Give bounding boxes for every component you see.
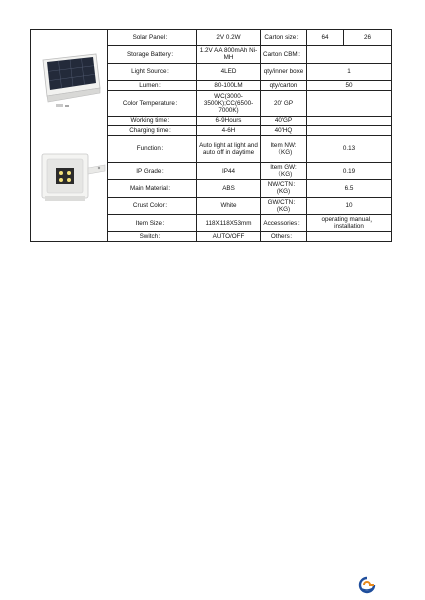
- gp40-value: [307, 116, 392, 126]
- storage-battery-label: Storage Battery：: [108, 46, 197, 63]
- charging-time-label: Charging time：: [108, 126, 197, 136]
- hq40-value: [307, 126, 392, 136]
- product-photos: [31, 30, 108, 241]
- carton-size-value-a: 64: [307, 30, 344, 46]
- gp40-label: 40'GP: [261, 116, 307, 126]
- carton-cbm-label: Carton CBM：: [261, 46, 307, 63]
- main-material-label: Main Material：: [108, 180, 197, 197]
- gp20-label: 20' GP: [261, 90, 307, 116]
- product-photos-cell: [31, 30, 108, 242]
- others-value: [307, 232, 392, 242]
- main-material-value: ABS: [197, 180, 261, 197]
- item-nw-label: Item NW:（KG): [261, 135, 307, 162]
- row-solar-panel: [31, 30, 392, 46]
- nw-ctn-value: 6.5: [307, 180, 392, 197]
- item-size-label: Item Size：: [108, 214, 197, 231]
- ip-grade-label: IP Grade：: [108, 163, 197, 180]
- charging-time-value: 4-6H: [197, 126, 261, 136]
- gw-ctn-label: GW/CTN：(KG): [261, 197, 307, 214]
- lamp-underside-image: [35, 148, 107, 210]
- others-label: Others：: [261, 232, 307, 242]
- qty-inner-box-value: 1: [307, 63, 392, 80]
- carton-size-value-b: 26: [344, 30, 392, 46]
- carton-size-label: Carton size：: [261, 30, 307, 46]
- qty-carton-label: qty/carton: [261, 80, 307, 90]
- crust-color-value: White: [197, 197, 261, 214]
- switch-label: Switch：: [108, 232, 197, 242]
- accessories-value: operating manual，installation: [307, 214, 392, 231]
- hq40-label: 40'HQ: [261, 126, 307, 136]
- accessories-label: Accessories：: [261, 214, 307, 231]
- brand-logo-icon: [356, 576, 378, 594]
- lumen-label: Lumen：: [108, 80, 197, 90]
- light-source-label: Light Source：: [108, 63, 197, 80]
- crust-color-label: Crust Color：: [108, 197, 197, 214]
- color-temperature-label: Color Temperature：: [108, 90, 197, 116]
- gp20-value: [307, 90, 392, 116]
- working-time-value: 6-9Hours: [197, 116, 261, 126]
- function-value: Auto light at light and auto off in daytime: [197, 135, 261, 162]
- qty-inner-box-label: qty/inner boxe: [261, 63, 307, 80]
- switch-value: AUTO/OFF: [197, 232, 261, 242]
- spec-table: [30, 29, 392, 242]
- item-gw-label: Item GW:（KG): [261, 163, 307, 180]
- carton-cbm-value: [307, 46, 392, 63]
- nw-ctn-label: NW/CTN：(KG): [261, 180, 307, 197]
- item-nw-value: 0.13: [307, 135, 392, 162]
- light-source-value: 4LED: [197, 63, 261, 80]
- solar-panel-image: [34, 52, 104, 110]
- item-size-value: 118X118X53mm: [197, 214, 261, 231]
- item-gw-value: 0.19: [307, 163, 392, 180]
- function-label: Function：: [108, 135, 197, 162]
- gw-ctn-value: 10: [307, 197, 392, 214]
- qty-carton-value: 50: [307, 80, 392, 90]
- lumen-value: 80-100LM: [197, 80, 261, 90]
- solar-panel-value: 2V 0.2W: [197, 30, 261, 46]
- solar-panel-label: Solar Panel：: [108, 30, 197, 46]
- storage-battery-value: 1.2V AA 800mAh Ni-MH: [197, 46, 261, 63]
- color-temperature-value: WC(3000-3500K);CC(6500-7000K): [197, 90, 261, 116]
- ip-grade-value: IP44: [197, 163, 261, 180]
- working-time-label: Working time：: [108, 116, 197, 126]
